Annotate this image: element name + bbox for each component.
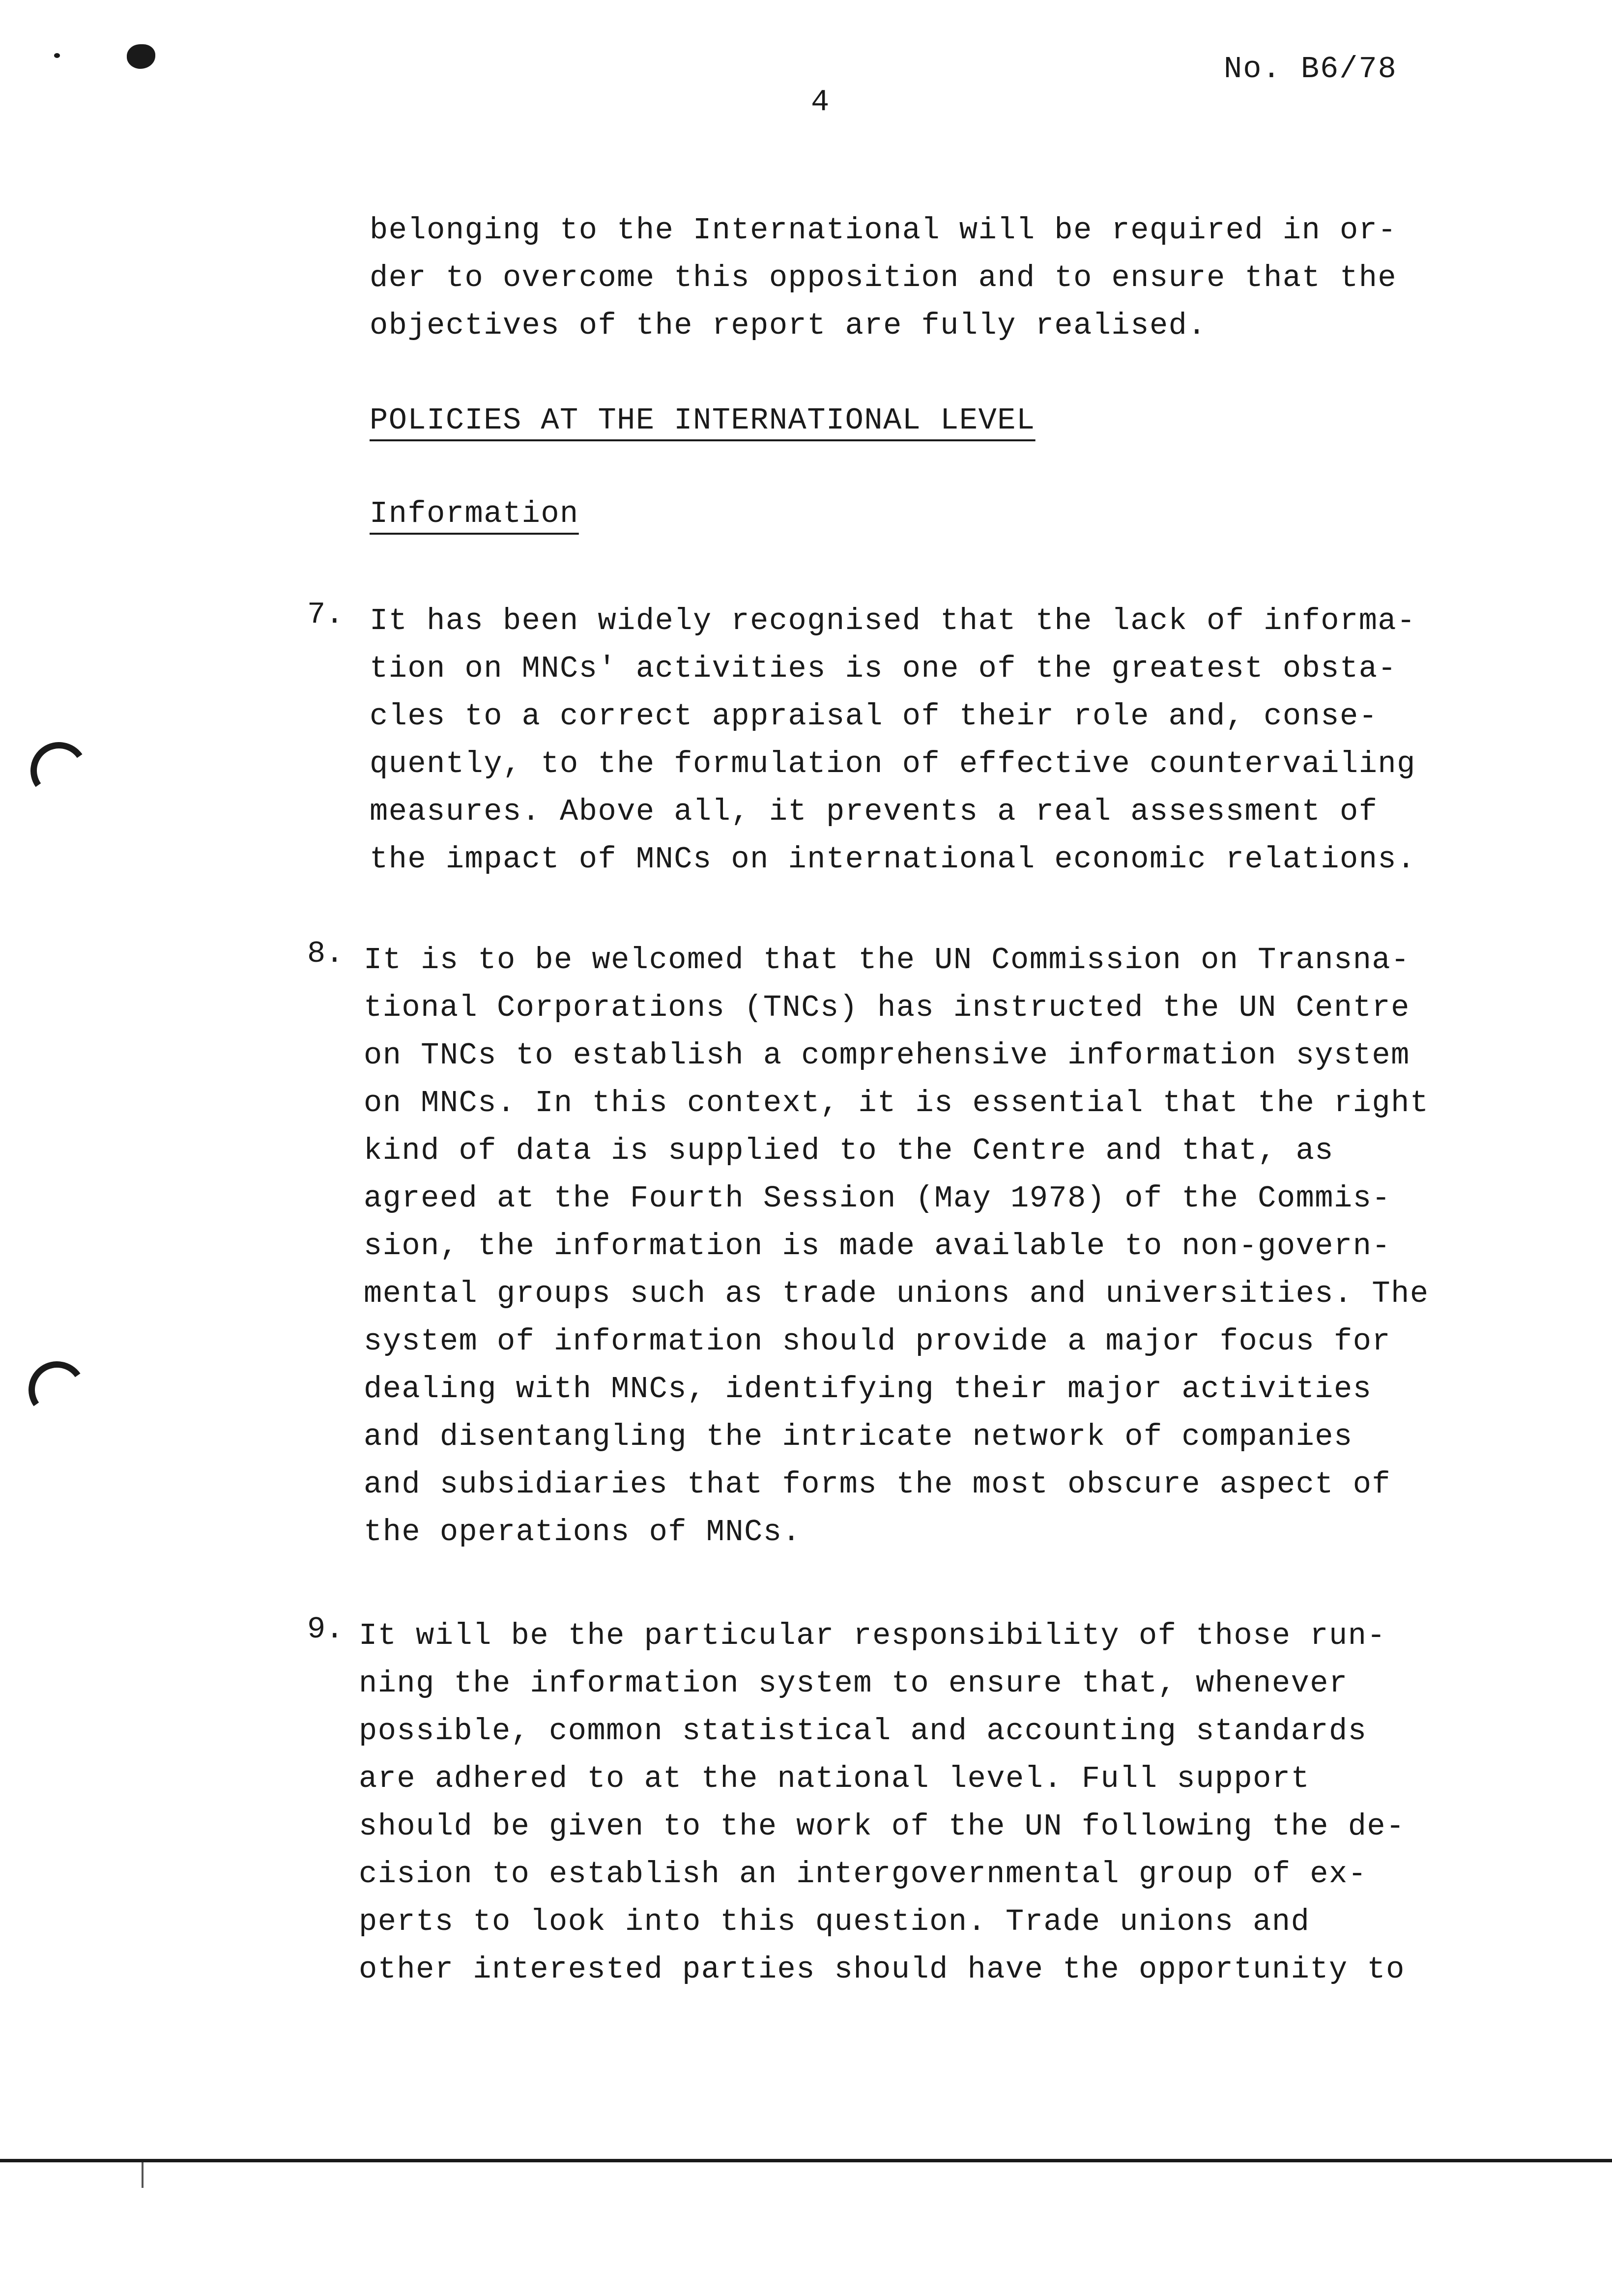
text-line: possible, common statistical and accounting standards — [359, 1714, 1367, 1749]
text-line: tion on MNCs' activities is one of the greatest obsta- — [370, 651, 1397, 686]
text-line: and subsidiaries that forms the most obscure aspect of — [364, 1467, 1391, 1502]
document-number: No. B6/78 — [1224, 52, 1397, 86]
text-line: should be given to the work of the UN following the de- — [359, 1809, 1405, 1844]
ink-speck — [54, 53, 60, 58]
text-line: measures. Above all, it prevents a real assessment of — [370, 794, 1378, 829]
punch-hole-mark — [24, 1357, 90, 1423]
text-line: mental groups such as trade unions and universities. The — [364, 1276, 1429, 1311]
text-line: belonging to the International will be required in or- — [370, 213, 1397, 248]
ink-blot — [127, 44, 155, 69]
text-line: dealing with MNCs, identifying their major activities — [364, 1372, 1372, 1406]
punch-hole-mark — [26, 738, 92, 804]
text-line: ning the information system to ensure that, whenever — [359, 1666, 1348, 1701]
text-line: are adhered to at the national level. Full support — [359, 1761, 1310, 1796]
text-line: der to overcome this opposition and to ensure that the — [370, 260, 1397, 295]
bottom-scan-tick — [142, 2162, 144, 2188]
text-line: system of information should provide a major focus for — [364, 1324, 1391, 1359]
text-line: tional Corporations (TNCs) has instructed the UN Centre — [364, 990, 1410, 1025]
text-line: objectives of the report are fully realised. — [370, 308, 1207, 343]
text-line: and disentangling the intricate network of companies — [364, 1419, 1353, 1454]
text-line: agreed at the Fourth Session (May 1978) of the Commis- — [364, 1181, 1391, 1216]
text-line: other interested parties should have the opportunity to — [359, 1952, 1405, 1987]
text-line: kind of data is supplied to the Centre and that, as — [364, 1133, 1334, 1168]
text-line: quently, to the formulation of effective countervailing — [370, 746, 1416, 781]
text-line: sion, the information is made available to non-govern- — [364, 1229, 1391, 1263]
text-line: cles to a correct appraisal of their role and, conse- — [370, 699, 1378, 734]
paragraph-7 — [370, 597, 1510, 883]
section-heading: POLICIES AT THE INTERNATIONAL LEVEL — [370, 403, 1036, 438]
text-line: perts to look into this question. Trade unions and — [359, 1904, 1310, 1939]
text-line: on TNCs to establish a comprehensive information system — [364, 1038, 1410, 1073]
paragraph-9 — [359, 1612, 1499, 1993]
text-line: It has been widely recognised that the lack of informa- — [370, 603, 1416, 638]
bottom-scan-line — [0, 2159, 1612, 2162]
paragraph-8 — [364, 936, 1504, 1556]
intro-paragraph — [370, 206, 1510, 349]
text-line: the impact of MNCs on international economic relations. — [370, 842, 1416, 877]
paragraph-number: 9. — [307, 1612, 344, 1647]
text-line: It is to be welcomed that the UN Commission on Transna- — [364, 943, 1410, 977]
text-line: It will be the particular responsibility of those run- — [359, 1618, 1386, 1653]
text-line: on MNCs. In this context, it is essential that the right — [364, 1086, 1429, 1120]
page-number: 4 — [811, 85, 830, 119]
subsection-heading: Information — [370, 496, 579, 531]
text-line: cision to establish an intergovernmental group of ex- — [359, 1857, 1367, 1892]
paragraph-number: 7. — [307, 597, 344, 632]
paragraph-number: 8. — [307, 936, 344, 971]
text-line: the operations of MNCs. — [364, 1515, 802, 1550]
